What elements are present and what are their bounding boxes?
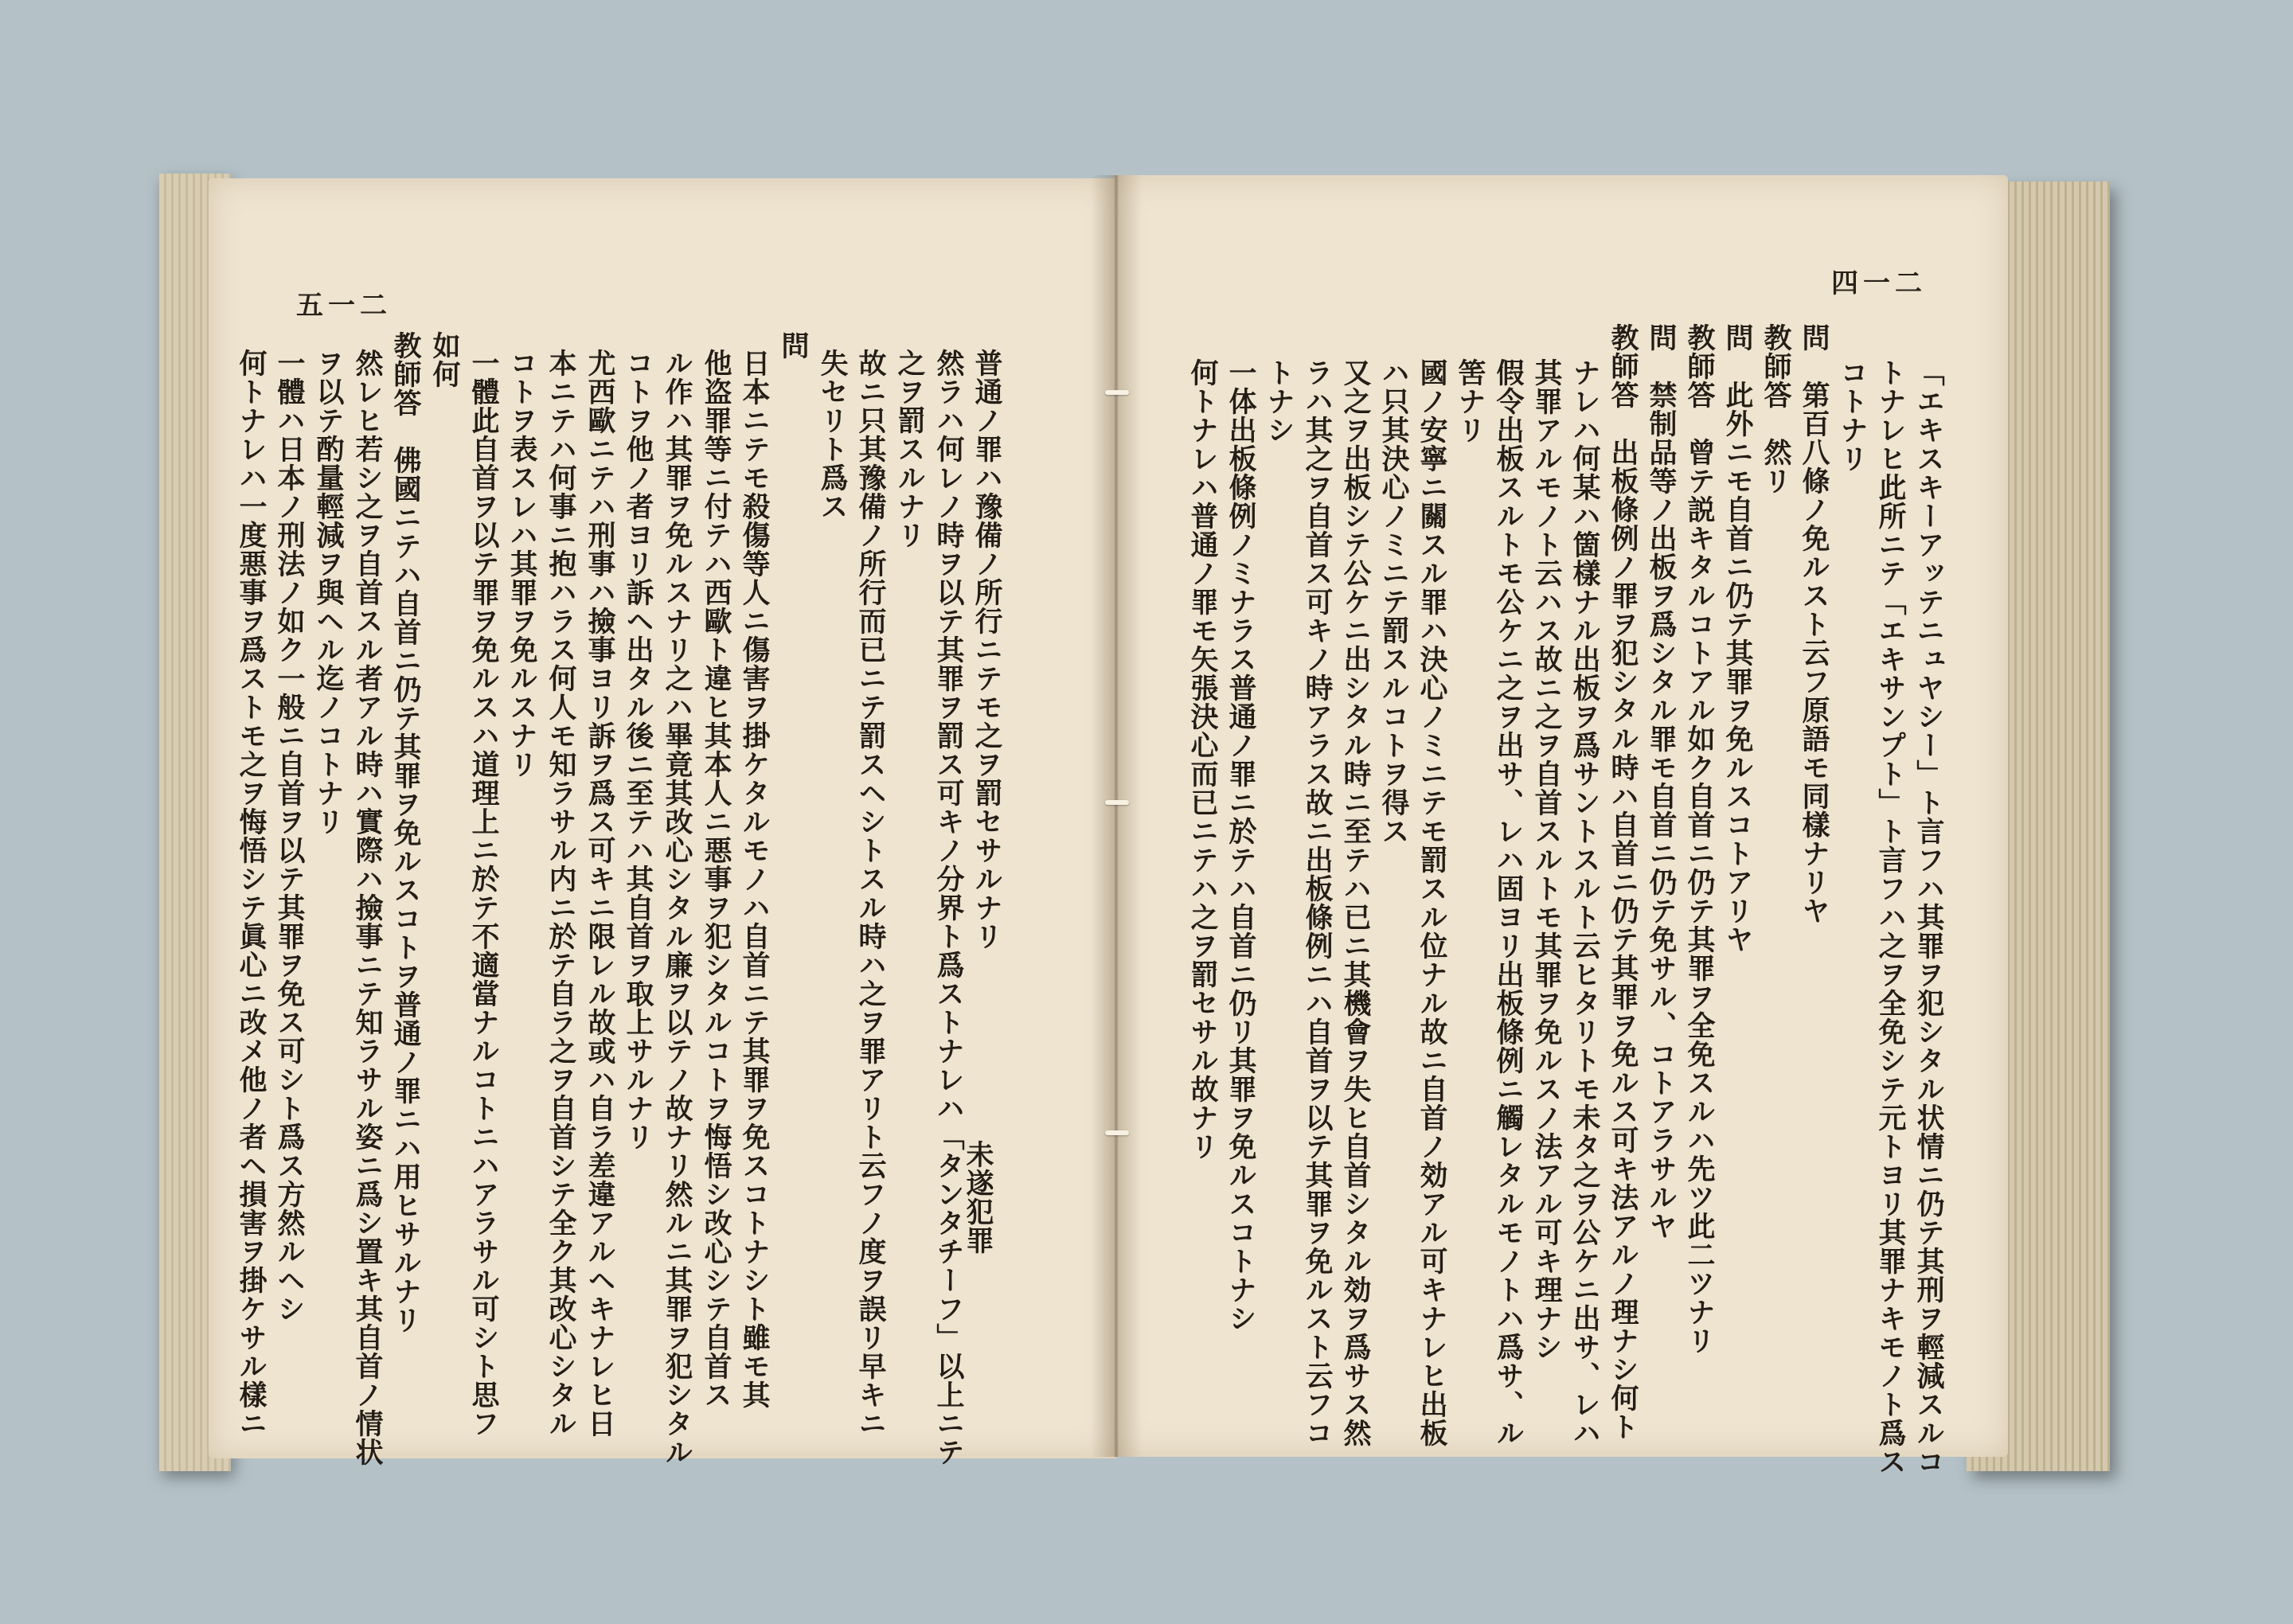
text-column: 日本ニテモ殺傷等人ニ傷害ヲ掛ケタルモノハ自首ニテ其罪ヲ免スコトナシト雖モ其	[738, 349, 771, 1409]
text-column: 他盗罪等ニ付テハ西歐ト違ヒ其本人ニ悪事ヲ犯シタルコトヲ悔悟シ改心シテ自首ス	[700, 349, 732, 1409]
left-page-number: 五一二	[296, 290, 392, 322]
text-column: 問 禁制品等ノ出板ヲ爲シタル罪モ自首ニ仍テ免サル、コトアラサルヤ	[1645, 323, 1678, 1240]
text-column: 一體此自首ヲ以テ罪ヲ免ルスハ道理上ニ於テ不適當ナルコトニハアラサル可シト思フ	[467, 349, 500, 1438]
text-column: 教師答 然リ	[1760, 323, 1792, 495]
text-column: ナレハ何某ハ箇樣ナル出板ヲ爲サントスルト云ヒタリトモ未タ之ヲ公ケニ出サ、レハ	[1568, 358, 1601, 1447]
text-column: 普通ノ罪ハ豫備ノ所行ニテモ之ヲ罰セサルナリ	[971, 349, 1003, 951]
right-page	[1115, 175, 2008, 1476]
text-column: 教師答 出板條例ノ罪ヲ犯シタル時ハ自首ニ仍テ其罪ヲ免ルス可キ法アルノ理ナシ何ト	[1607, 323, 1639, 1441]
text-column: トナレヒ此所ニテ「エキサンプト」ト言フハ之ヲ全免シテ元トヨリ其罪ナキモノト爲ス	[1874, 358, 1907, 1476]
text-column: ハ只其決心ノミニテ罰スルコトヲ得ス	[1377, 358, 1410, 845]
text-column: ヲ以テ酌量輕減ヲ與ヘル迄ノコトナリ	[312, 349, 345, 836]
text-column: コトヲ他ノ者ヨリ訴ヘ出タル後ニ至テハ其自首ヲ取上サルナリ	[622, 349, 654, 1151]
text-column: コトヲ表スレハ其罪ヲ免ルスナリ	[506, 349, 538, 779]
text-column: ラハ其之ヲ自首ス可キノ時アラス故ニ出板條例ニハ自首ヲ以テ其罪ヲ免ルスト云フコ	[1301, 358, 1334, 1447]
text-column: 一體ハ日本ノ刑法ノ如ク一般ニ自首ヲ以テ其罪ヲ免ス可シト爲ス方然ルヘシ	[273, 349, 306, 1323]
text-column: ル作ハ其罪ヲ免ルスナリ之ハ畢竟其改心シタル廉ヲ以テノ故ナリ然ルニ其罪ヲ犯シタル	[661, 349, 693, 1466]
text-column: 問	[777, 331, 810, 360]
text-column: 筈ナリ	[1454, 358, 1486, 444]
text-column: 教師答 佛國ニテハ自首ニ仍テ其罪ヲ免ルスコトヲ普通ノ罪ニハ用ヒサルナリ	[389, 331, 422, 1334]
text-column: 何トナレハ普通ノ罪モ矢張決心而已ニテハ之ヲ罰セサル故ナリ	[1186, 358, 1219, 1161]
margin-heading: 未遂犯罪	[962, 1140, 994, 1255]
text-column: 教師答 曾テ説キタルコトアル如ク自首ニ仍テ其罪ヲ全免スルハ先ツ此二ツナリ	[1683, 323, 1716, 1355]
right-page-number: 四一二	[1831, 267, 1927, 299]
text-column: 故ニ只其豫備ノ所行而已ニテ罰スヘシトスル時ハ之ヲ罪アリト云フノ度ヲ誤リ早キニ	[854, 349, 887, 1438]
text-column: 問 此外ニモ自首ニ仍テ其罪ヲ免ルスコトアリヤ	[1721, 323, 1754, 954]
binding-stitch	[1105, 800, 1129, 805]
text-column: トナシ	[1263, 358, 1295, 444]
binding-stitch	[1105, 1130, 1129, 1135]
text-column: 尤西歐ニテハ刑事ハ撿事ヨリ訴ヲ爲ス可キニ限レル故或ハ自ラ差違アルヘキナレヒ日	[584, 349, 616, 1438]
text-column: 本ニテハ何事ニ抱ハラス何人モ知ラサル内ニ於テ自ラ之ヲ自首シテ全ク其改心シタル	[545, 349, 577, 1438]
text-column: 然ラハ何レノ時ヲ以テ其罪ヲ罰ス可キノ分界ト爲ストナレハ「タンタチーフ」以上ニテ	[932, 349, 965, 1466]
text-column: 問 第百八條ノ免ルスト云フ原語モ同樣ナリヤ	[1798, 323, 1830, 925]
left-page	[209, 178, 1116, 1466]
book-gutter	[1091, 175, 1142, 1457]
text-column: 然レヒ若シ之ヲ自首スル者アル時ハ實際ハ撿事ニテ知ラサル姿ニ爲シ置キ其自首ノ情状	[351, 349, 384, 1466]
text-column: 如何	[428, 331, 461, 388]
text-column: 「エキスキーアッテニュヤシー」ト言フハ其罪ヲ犯シタル状情ニ仍テ其刑ヲ輕減スルコ	[1912, 358, 1945, 1476]
text-column: 假令出板スルトモ公ケニ之ヲ出サ、レハ固ヨリ出板條例ニ觸レタルモノトハ爲サ、ル	[1492, 358, 1525, 1447]
text-column: 失セリト爲ス	[816, 349, 849, 521]
binding-stitch	[1105, 390, 1129, 395]
text-column: 國ノ安寧ニ關スル罪ハ決心ノミニテモ罰スル位ナル故ニ自首ノ効アル可キナレヒ出板	[1416, 358, 1448, 1447]
text-column: 何トナレハ一度悪事ヲ爲ストモ之ヲ悔悟シテ眞心ニ改メ他ノ者ヘ損害ヲ掛ケサル樣ニ	[235, 349, 268, 1438]
text-column: コトナリ	[1836, 358, 1869, 473]
text-column: 又之ヲ出板シテ公ケニ出シタル時ニ至テハ已ニ其機會ヲ失ヒ自首シタル効ヲ爲サス然	[1339, 358, 1372, 1447]
text-column: 一体出板條例ノミナラス普通ノ罪ニ於テハ自首ニ仍リ其罪ヲ免ルスコトナシ	[1225, 358, 1257, 1333]
text-column: 之ヲ罰スルナリ	[893, 349, 926, 549]
text-column: 其罪アルモノト云ハス故ニ之ヲ自首スルトモ其罪ヲ免ルスノ法アル可キ理ナシ	[1530, 358, 1563, 1361]
